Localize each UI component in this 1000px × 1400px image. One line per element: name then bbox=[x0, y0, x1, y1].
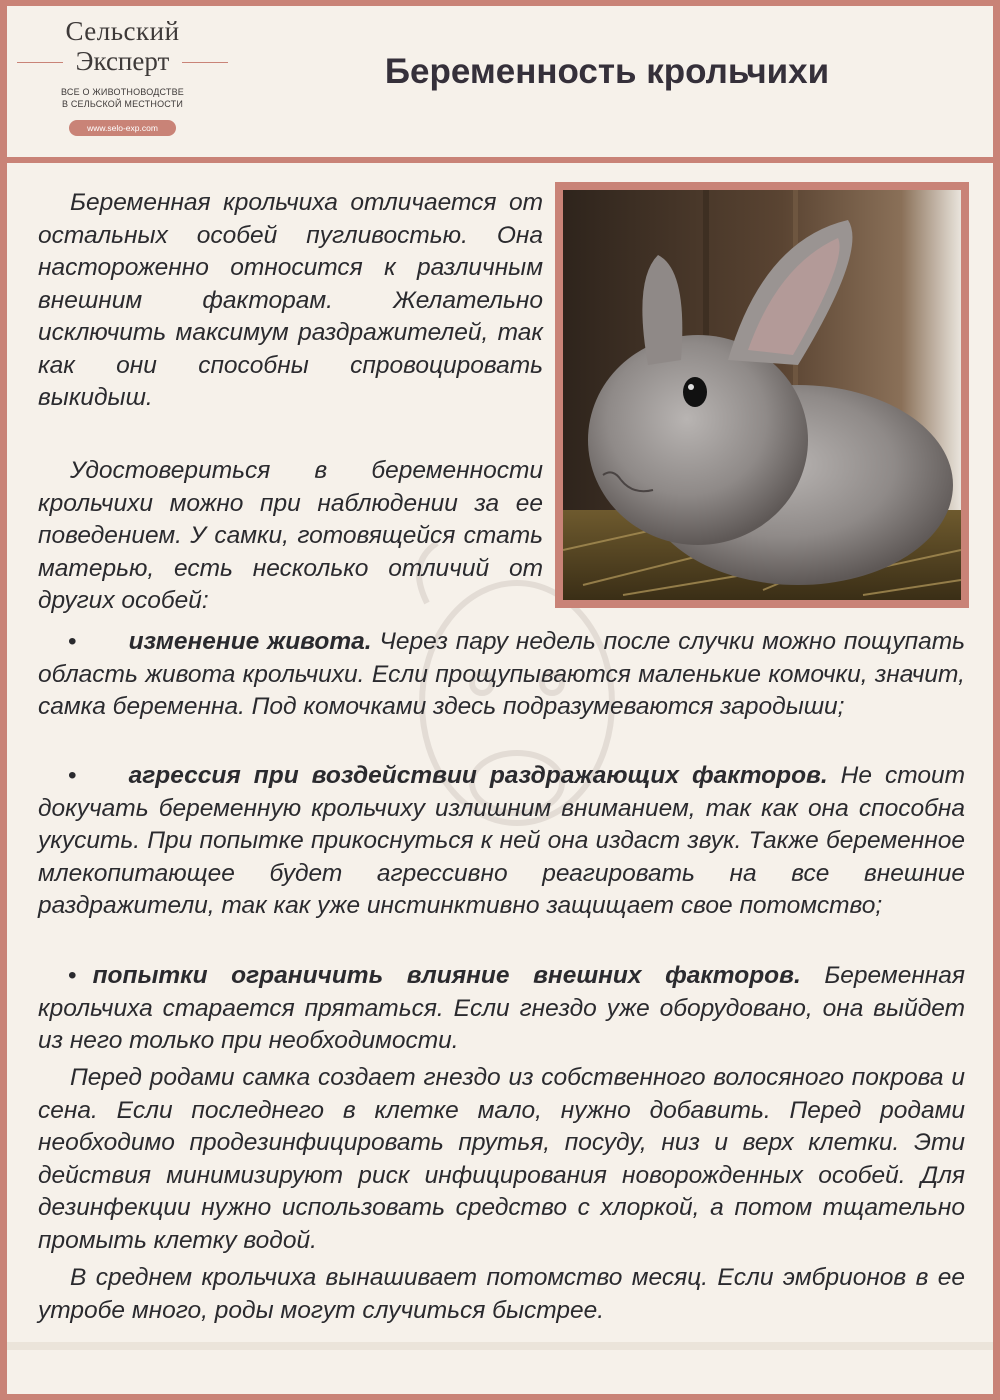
bullet-text: Не стоит докучать беременную крольчиху излишним вниманием, так как она способна укусить. При попытке прикоснуться к ней она издаст звук. Также беременное млекопитающее будет агрессивно реагировать на все внешние раздражители, так как уже инстинктивно защищает свое потомство; bbox=[38, 762, 965, 919]
list-item bbox=[38, 960, 965, 1058]
page-sheet bbox=[7, 6, 993, 1394]
logo-line2: Эксперт bbox=[70, 46, 176, 76]
list-item bbox=[38, 626, 965, 724]
bullet-marker: • bbox=[68, 962, 77, 989]
bullet-lead: агрессия при воздействии раздражающих факторов. bbox=[128, 762, 828, 789]
logo-tagline-1: ВСЕ О ЖИВОТНОВОДСТВЕ bbox=[61, 87, 184, 97]
logo-url-badge[interactable]: www.selo-exp.com bbox=[69, 120, 176, 136]
logo-rule-left bbox=[17, 62, 63, 63]
logo-tagline-2: В СЕЛЬСКОЙ МЕСТНОСТИ bbox=[61, 99, 184, 109]
logo-tagline bbox=[15, 86, 230, 110]
bullet-text: Беременная крольчиха старается прятаться. Если гнездо уже оборудовано, она выйдет из него только при необходимости. bbox=[38, 962, 965, 1054]
logo-rule-right bbox=[182, 62, 228, 63]
site-logo[interactable] bbox=[15, 16, 230, 151]
logo-line1: Сельский bbox=[65, 16, 180, 46]
intro-paragraph: Беременная крольчиха отличается от остальных особей пугливостью. Она настороженно относится к различным внешним факторам. Желательно исключить максимум раздражителей, так как они способны спровоцировать выкидыш. bbox=[38, 189, 543, 411]
bullet-marker: • bbox=[68, 762, 77, 789]
rabbit-photo bbox=[563, 190, 961, 600]
bullet-marker: • bbox=[68, 628, 77, 655]
list-item bbox=[38, 760, 965, 923]
footer-divider bbox=[7, 1342, 993, 1350]
rabbit-photo-frame bbox=[555, 182, 969, 608]
logo-line2-row bbox=[15, 46, 230, 76]
bullet-text: Через пару недель после случки можно пощупать область живота крольчихи. Если прощупываются маленькие комочки, значит, самка беременна. Под комочками здесь подразумеваются зародыши; bbox=[38, 628, 965, 720]
nest-preparation-paragraph: Перед родами самка создает гнездо из собственного волосяного покрова и сена. Если последнего в клетке мало, нужно добавить. Перед родами необходимо продезинфицировать прутья, посуду, низ и верх клетки. Эти действия минимизируют риск инфицирования новорожденных особей. Для дезинфекции нужно использовать средство с хлоркой, а потом тщательно промыть клетку водой. bbox=[38, 1064, 965, 1254]
bullet-lead: попытки ограничить влияние внешних факторов. bbox=[92, 962, 801, 989]
gestation-paragraph: В среднем крольчиха вынашивает потомство месяц. Если эмбрионов в ее утробе много, роды могут случиться быстрее. bbox=[38, 1264, 965, 1324]
bullet-lead: изменение живота. bbox=[128, 628, 372, 655]
header bbox=[7, 6, 993, 157]
signs-intro-paragraph: Удостовериться в беременности крольчихи можно при наблюдении за ее поведением. У самки, готовящейся стать матерью, есть несколько отличий от других особей: bbox=[38, 457, 543, 614]
page-title: Беременность крольчихи bbox=[384, 52, 830, 91]
